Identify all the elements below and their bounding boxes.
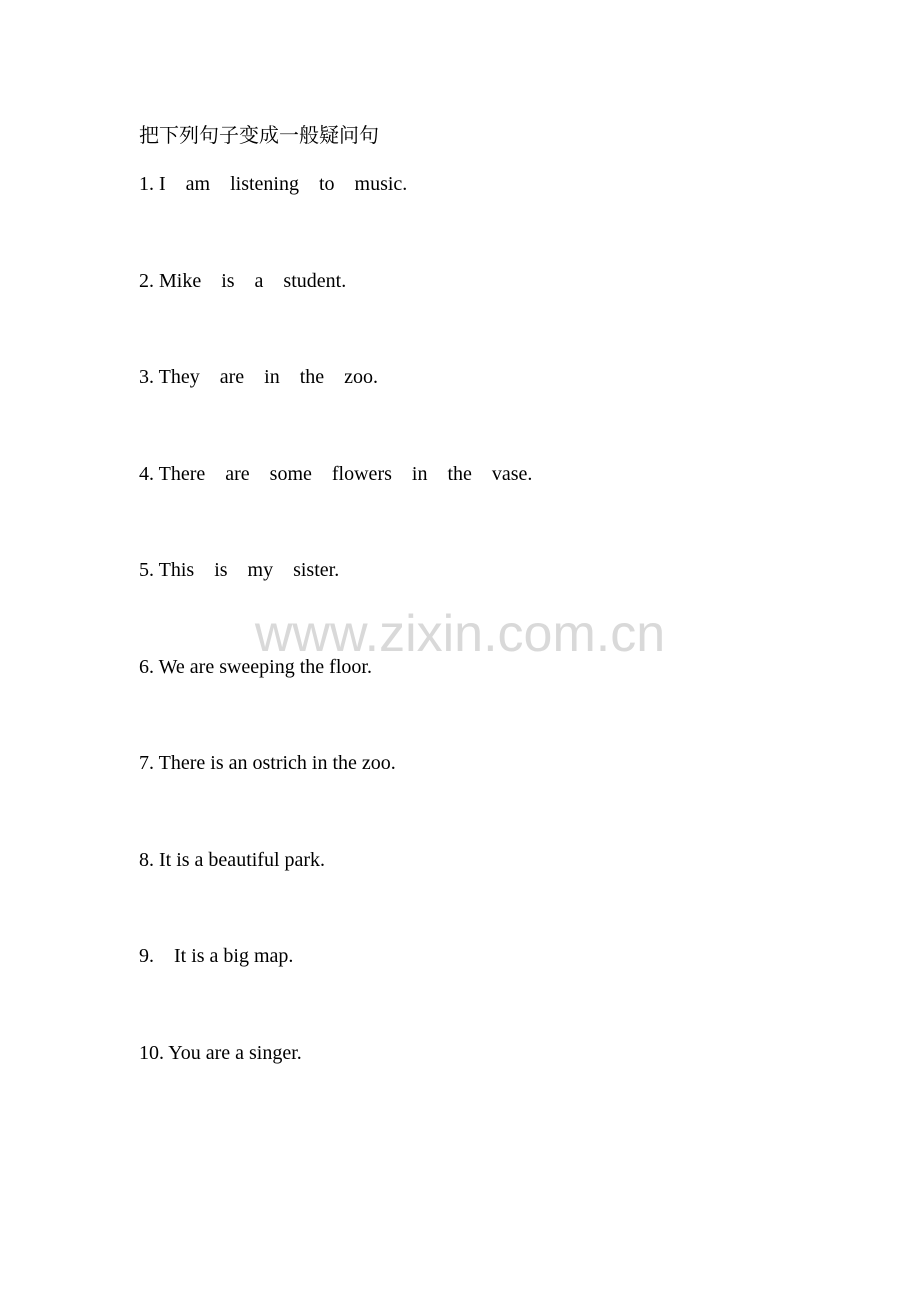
question-item-5: 5. This is my sister.: [139, 559, 340, 581]
question-item-10: 10. You are a singer.: [139, 1042, 302, 1064]
question-item-8: 8. It is a beautiful park.: [139, 849, 326, 871]
question-item-1: 1. I am listening to music.: [139, 173, 408, 195]
question-item-2: 2. Mike is a student.: [139, 270, 347, 292]
worksheet-title: 把下列句子变成一般疑问句: [139, 123, 379, 147]
question-item-3: 3. They are in the zoo.: [139, 366, 379, 388]
question-item-7: 7. There is an ostrich in the zoo.: [139, 752, 396, 774]
question-item-6: 6. We are sweeping the floor.: [139, 656, 372, 678]
question-item-9: 9. It is a big map.: [139, 945, 294, 967]
question-item-4: 4. There are some flowers in the vase.: [139, 463, 533, 485]
watermark: www.zixin.com.cn: [254, 605, 666, 663]
